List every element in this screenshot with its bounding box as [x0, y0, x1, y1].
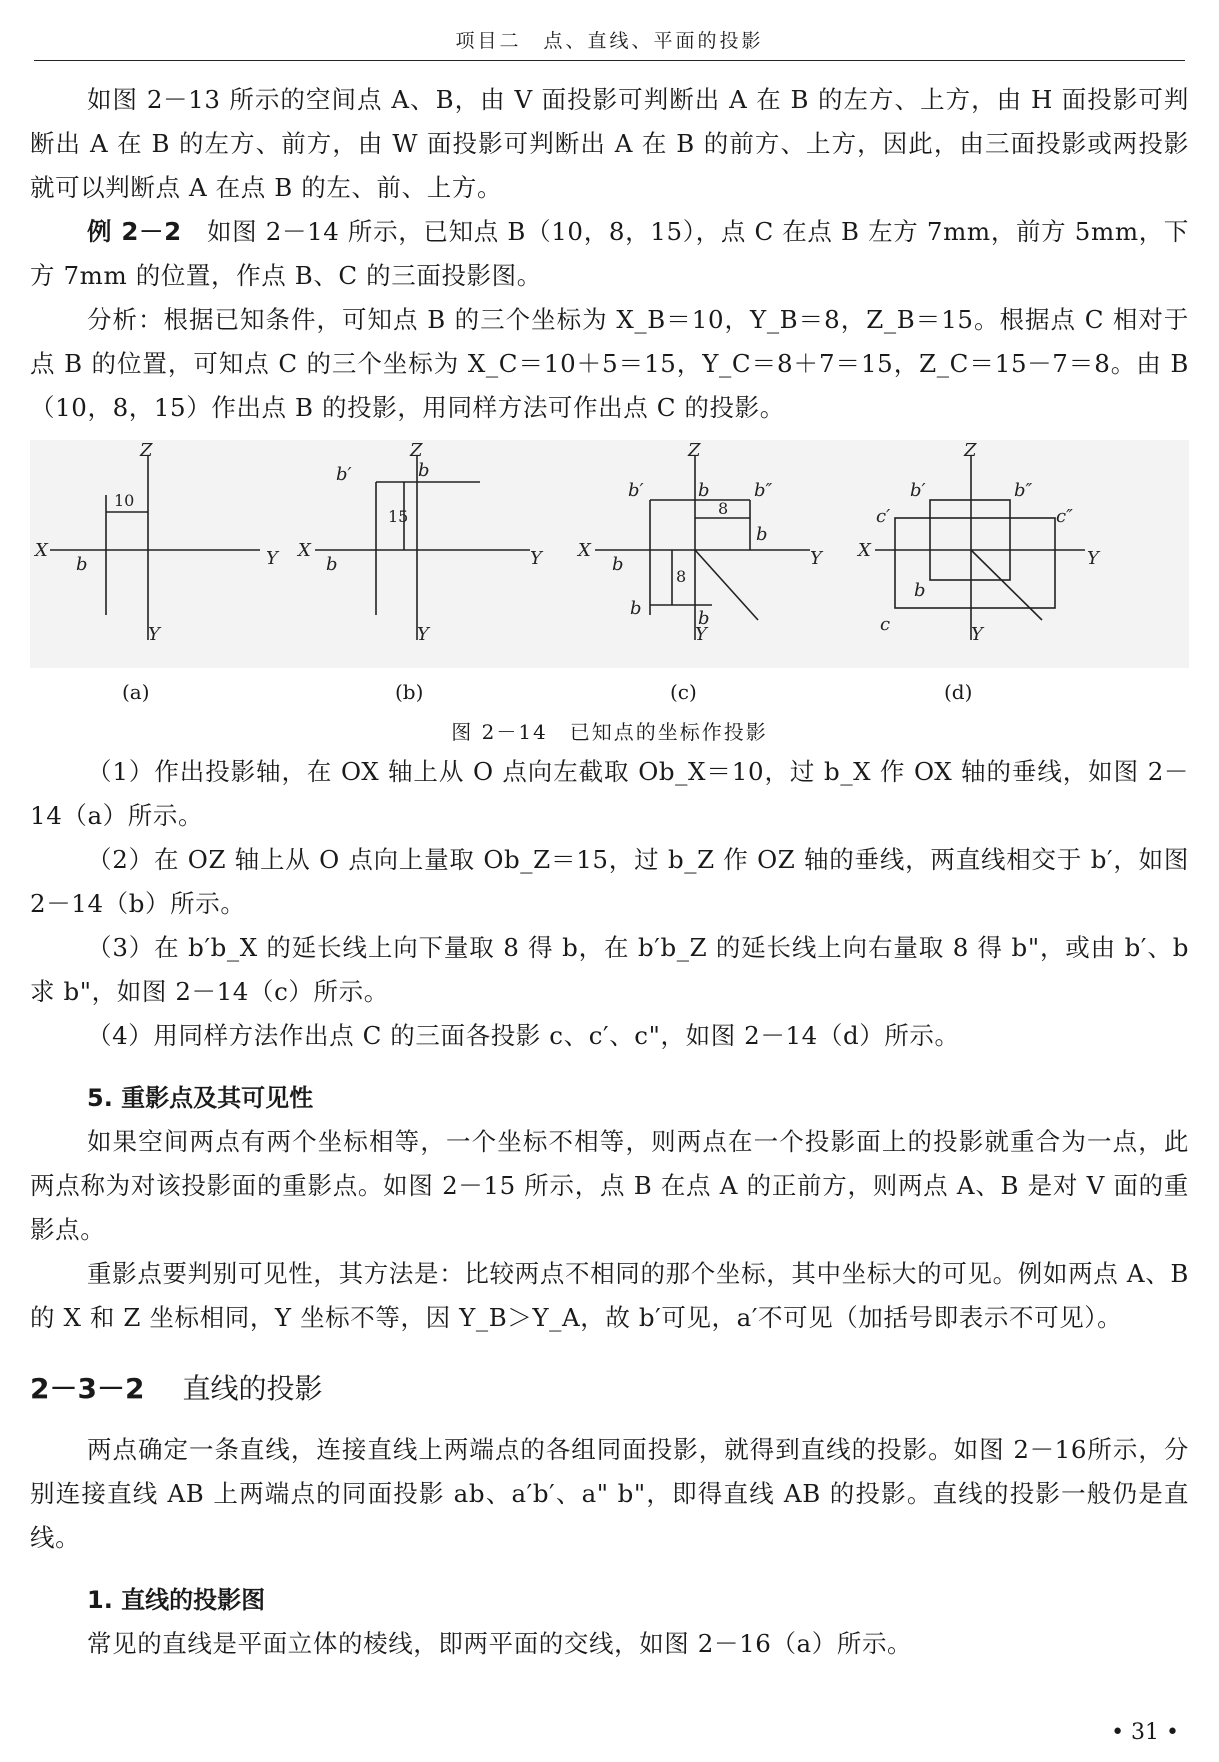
running-header — [34, 24, 1185, 61]
paragraph: 如图 2－13 所示的空间点 A、B，由 V 面投影可判断出 A 在 B 的左方、上方，由 H 面投影可判断出 A 在 B 的左方、前方，由 W 面投影可判断出 A 在 B 的前方、上方，因此，由三面投影或两投影就可以判断点 A 在点 B 的左、前、上方。 — [30, 85, 1189, 202]
subheading-5: 5. 重影点及其可见性 — [87, 1084, 314, 1112]
label-bpp: b″ — [1014, 480, 1033, 501]
header-title: 项目二 点、直线、平面的投影 — [455, 30, 764, 52]
paragraph: 常见的直线是平面立体的棱线，即两平面的交线，如图 2－16（a）所示。 — [87, 1629, 913, 1658]
label-bpp: b″ — [754, 480, 773, 501]
label-yw: Y — [530, 548, 542, 569]
label-z: Z — [688, 440, 701, 461]
dim-8: 8 — [718, 499, 729, 518]
label-bz: b — [698, 480, 710, 501]
figure-sublabels — [30, 668, 1189, 714]
dim-8: 8 — [676, 567, 687, 586]
label-b: b — [914, 580, 926, 601]
label-yh: Y — [971, 624, 983, 645]
label-cpp: c″ — [1056, 506, 1073, 527]
label-x: X — [858, 540, 871, 561]
paragraph: 重影点要判别可见性，其方法是：比较两点不相同的那个坐标，其中坐标大的可见。例如两点 A、B 的 X 和 Z 坐标相同，Y 坐标不等，因 Y_B＞Y_A，故 b′可见，a′不可见（加括号即表示不可见）。 — [30, 1259, 1189, 1332]
sublabel-a: (a) — [122, 680, 150, 704]
figure-2-14 — [30, 440, 1189, 668]
label-x: X — [298, 540, 311, 561]
label-cp: c′ — [876, 506, 891, 527]
label-yw: Y — [1087, 548, 1099, 569]
label-yh: Y — [695, 624, 707, 645]
sublabel-c: (c) — [670, 680, 697, 704]
label-yw: Y — [266, 548, 278, 569]
figure-caption: 图 2－14 已知点的坐标作投影 — [451, 720, 768, 744]
label-bx: b — [76, 554, 88, 575]
section-title: 直线的投影 — [182, 1372, 323, 1405]
section-heading — [30, 1362, 1189, 1416]
step-4: （4）用同样方法作出点 C 的三面各投影 c、c′、c"，如图 2－14（d）所示。 — [87, 1021, 960, 1050]
example-label: 例 2－2 — [87, 217, 182, 246]
label-bx: b — [612, 554, 624, 575]
label-bp: b′ — [336, 464, 352, 485]
paragraph: 如果空间两点有两个坐标相等，一个坐标不相等，则两点在一个投影面上的投影就重合为一点，此两点称为对该投影面的重影点。如图 2－15 所示，点 B 在点 A 的正前方，则两点 A、B 是对 V 面的重影点。 — [30, 1127, 1189, 1244]
page-number: • 31 • — [1111, 1720, 1179, 1745]
example-paragraph — [30, 210, 1189, 298]
label-yh: Y — [417, 624, 429, 645]
section-number: 2－3－2 — [30, 1372, 145, 1405]
paragraph: 两点确定一条直线，连接直线上两端点的各组同面投影，就得到直线的投影。如图 2－16所示，分别连接直线 AB 上两端点的同面投影 ab、a′b′、a" b"，即得直线 AB 的投影。直线的投影一般仍是直线。 — [30, 1435, 1189, 1552]
example-text: 如图 2－14 所示，已知点 B（10，8，15），点 C 在点 B 左方 7mm，前方 5mm，下方 7mm 的位置，作点 B、C 的三面投影图。 — [30, 217, 1189, 290]
sublabel-d: (d) — [944, 680, 973, 704]
label-yh: Y — [148, 624, 160, 645]
dim-15: 15 — [388, 507, 409, 526]
label-c: c — [880, 614, 891, 635]
sublabel-b: (b) — [395, 680, 424, 704]
label-byh: b — [698, 608, 710, 629]
label-bp: b′ — [628, 480, 644, 501]
step-3: （3）在 b′b_X 的延长线上向下量取 8 得 b，在 b′b_Z 的延长线上向右量取 8 得 b"，或由 b′、b 求 b"，如图 2－14（c）所示。 — [30, 933, 1189, 1006]
step-1: （1）作出投影轴，在 OX 轴上从 O 点向左截取 Ob_X＝10，过 b_X 作 OX 轴的垂线，如图 2－14（a）所示。 — [30, 757, 1189, 830]
subheading-1: 1. 直线的投影图 — [87, 1586, 266, 1614]
page-content — [30, 78, 1189, 1666]
label-b: b — [630, 598, 642, 619]
label-z: Z — [140, 440, 153, 461]
projection-diagram — [30, 440, 1189, 668]
label-byw: b — [756, 524, 768, 545]
label-bz: b — [418, 460, 430, 481]
step-2: （2）在 OZ 轴上从 O 点向上量取 Ob_Z＝15，过 b_Z 作 OZ 轴的垂线，两直线相交于 b′，如图 2－14（b）所示。 — [30, 845, 1189, 918]
label-x: X — [578, 540, 591, 561]
label-x: X — [35, 540, 48, 561]
analysis-paragraph: 分析：根据已知条件，可知点 B 的三个坐标为 X_B＝10，Y_B＝8，Z_B＝15。根据点 C 相对于点 B 的位置，可知点 C 的三个坐标为 X_C＝10＋5＝15，Y_C＝8＋7＝15，Z_C＝15－7＝8。由 B（10，8，15）作出点 B 的投影，用同样方法可作出点 C 的投影。 — [30, 305, 1189, 422]
label-bx: b — [326, 554, 338, 575]
label-yw: Y — [810, 548, 822, 569]
label-bp: b′ — [910, 480, 926, 501]
dim-10: 10 — [114, 491, 135, 510]
label-z: Z — [410, 440, 423, 461]
label-z: Z — [964, 440, 977, 461]
